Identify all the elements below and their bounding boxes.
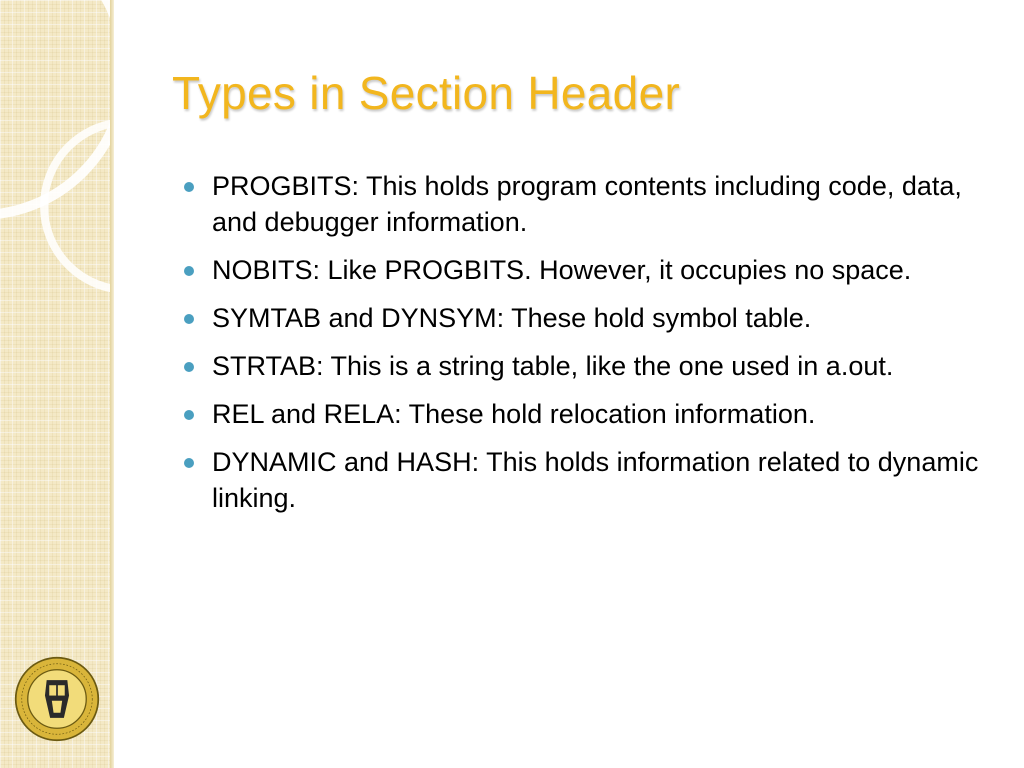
- bullet-item: [184, 168, 984, 240]
- bullet-text: DYNAMIC and HASH: This holds information related to dynamic linking.: [212, 447, 979, 513]
- bullet-item: [184, 396, 984, 432]
- bullet-text: PROGBITS: This holds program contents including code, data, and debugger information.: [212, 171, 962, 237]
- bullet-marker-icon: [184, 314, 194, 324]
- bullet-text: REL and RELA: These hold relocation information.: [212, 399, 816, 429]
- bullet-marker-icon: [184, 182, 194, 192]
- college-seal-icon: [14, 656, 100, 742]
- decorative-side-panel: [0, 0, 110, 768]
- bullet-marker-icon: [184, 458, 194, 468]
- slide-title: Types in Section Header: [172, 67, 681, 119]
- bullet-item: [184, 300, 984, 336]
- bullet-item: [184, 444, 984, 516]
- bullet-item: [184, 348, 984, 384]
- panel-divider: [110, 0, 114, 768]
- bullet-text: NOBITS: Like PROGBITS. However, it occupies no space.: [212, 255, 912, 285]
- bullet-text: SYMTAB and DYNSYM: These hold symbol table.: [212, 303, 812, 333]
- bullet-marker-icon: [184, 362, 194, 372]
- bullet-item: [184, 252, 984, 288]
- bullet-text: STRTAB: This is a string table, like the one used in a.out.: [212, 351, 894, 381]
- bullet-marker-icon: [184, 266, 194, 276]
- bullet-marker-icon: [184, 410, 194, 420]
- bullet-list: [184, 168, 984, 528]
